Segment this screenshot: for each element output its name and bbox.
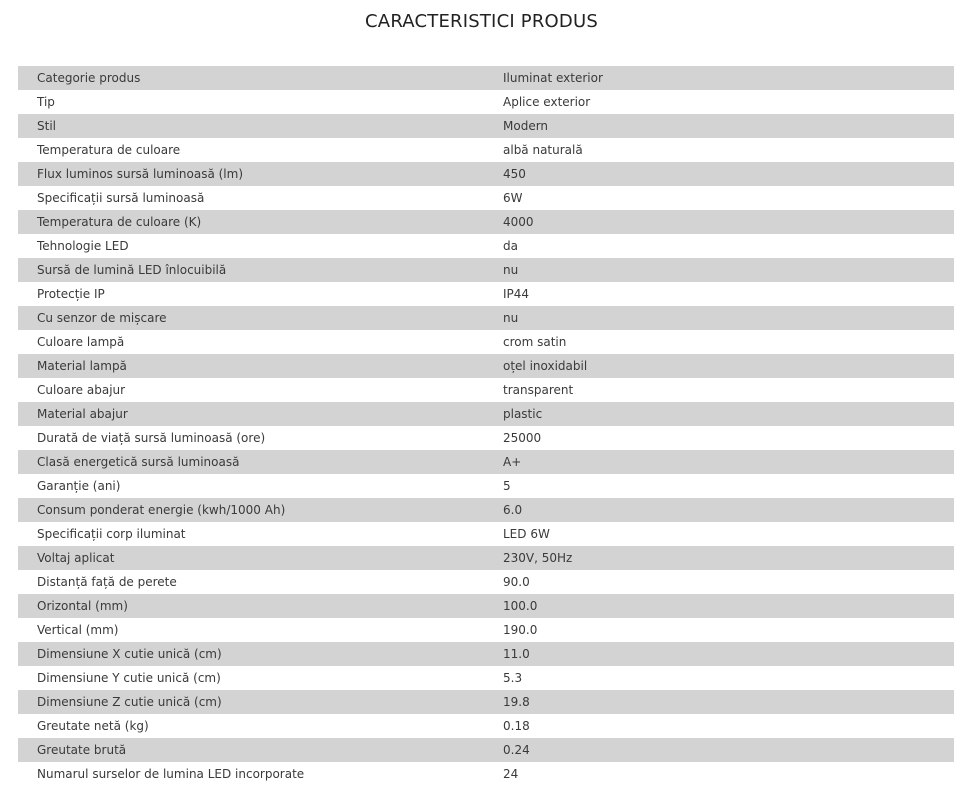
spec-name-cell: Protecție IP (18, 282, 503, 306)
table-row (18, 402, 954, 426)
table-row (18, 546, 954, 570)
spec-value-cell: 25000 (503, 426, 954, 450)
spec-value-cell: plastic (503, 402, 954, 426)
spec-name-cell: Greutate netă (kg) (18, 714, 503, 738)
spec-value-cell: 450 (503, 162, 954, 186)
spec-value-cell: 190.0 (503, 618, 954, 642)
spec-value-cell: 230V, 50Hz (503, 546, 954, 570)
spec-name-cell: Culoare lampă (18, 330, 503, 354)
spec-value-cell: oțel inoxidabil (503, 354, 954, 378)
spec-value-cell: LED 6W (503, 522, 954, 546)
spec-name-cell: Durată de viață sursă luminoasă (ore) (18, 426, 503, 450)
spec-value-cell: 6.0 (503, 498, 954, 522)
spec-value-cell: 24 (503, 762, 954, 786)
spec-value-cell: 19.8 (503, 690, 954, 714)
spec-name-cell: Flux luminos sursă luminoasă (lm) (18, 162, 503, 186)
table-row (18, 474, 954, 498)
table-row (18, 378, 954, 402)
spec-value-cell: 6W (503, 186, 954, 210)
spec-name-cell: Distanță față de perete (18, 570, 503, 594)
table-row (18, 666, 954, 690)
table-row (18, 186, 954, 210)
specifications-table (18, 66, 954, 786)
spec-name-cell: Tehnologie LED (18, 234, 503, 258)
spec-name-cell: Stil (18, 114, 503, 138)
table-row (18, 714, 954, 738)
spec-value-cell: crom satin (503, 330, 954, 354)
table-row (18, 522, 954, 546)
spec-value-cell: Iluminat exterior (503, 66, 954, 90)
spec-value-cell: transparent (503, 378, 954, 402)
spec-name-cell: Clasă energetică sursă luminoasă (18, 450, 503, 474)
spec-name-cell: Material lampă (18, 354, 503, 378)
table-row (18, 282, 954, 306)
spec-value-cell: 5.3 (503, 666, 954, 690)
spec-name-cell: Consum ponderat energie (kwh/1000 Ah) (18, 498, 503, 522)
spec-name-cell: Specificații sursă luminoasă (18, 186, 503, 210)
spec-name-cell: Dimensiune Z cutie unică (cm) (18, 690, 503, 714)
table-row (18, 66, 954, 90)
spec-name-cell: Numarul surselor de lumina LED incorporate (18, 762, 503, 786)
table-row (18, 570, 954, 594)
spec-name-cell: Tip (18, 90, 503, 114)
spec-name-cell: Culoare abajur (18, 378, 503, 402)
table-row (18, 306, 954, 330)
table-row (18, 330, 954, 354)
spec-name-cell: Categorie produs (18, 66, 503, 90)
table-row (18, 234, 954, 258)
spec-name-cell: Vertical (mm) (18, 618, 503, 642)
spec-name-cell: Orizontal (mm) (18, 594, 503, 618)
table-row (18, 642, 954, 666)
table-row (18, 738, 954, 762)
table-row (18, 498, 954, 522)
table-row (18, 258, 954, 282)
spec-name-cell: Cu senzor de mișcare (18, 306, 503, 330)
spec-value-cell: 90.0 (503, 570, 954, 594)
table-row (18, 210, 954, 234)
specifications-table-body (18, 66, 954, 786)
spec-name-cell: Temperatura de culoare (K) (18, 210, 503, 234)
spec-value-cell: 4000 (503, 210, 954, 234)
spec-value-cell: 0.24 (503, 738, 954, 762)
spec-value-cell: A+ (503, 450, 954, 474)
spec-value-cell: da (503, 234, 954, 258)
table-row (18, 90, 954, 114)
table-row (18, 450, 954, 474)
spec-value-cell: 5 (503, 474, 954, 498)
table-row (18, 426, 954, 450)
spec-value-cell: 0.18 (503, 714, 954, 738)
table-row (18, 162, 954, 186)
table-row (18, 690, 954, 714)
spec-name-cell: Voltaj aplicat (18, 546, 503, 570)
spec-name-cell: Dimensiune Y cutie unică (cm) (18, 666, 503, 690)
table-row (18, 138, 954, 162)
spec-value-cell: nu (503, 306, 954, 330)
spec-value-cell: IP44 (503, 282, 954, 306)
spec-name-cell: Material abajur (18, 402, 503, 426)
spec-value-cell: 100.0 (503, 594, 954, 618)
spec-name-cell: Garanție (ani) (18, 474, 503, 498)
spec-value-cell: 11.0 (503, 642, 954, 666)
table-row (18, 354, 954, 378)
table-row (18, 618, 954, 642)
spec-name-cell: Sursă de lumină LED înlocuibilă (18, 258, 503, 282)
spec-name-cell: Temperatura de culoare (18, 138, 503, 162)
spec-name-cell: Greutate brută (18, 738, 503, 762)
table-row (18, 762, 954, 786)
spec-value-cell: Aplice exterior (503, 90, 954, 114)
spec-value-cell: Modern (503, 114, 954, 138)
page-title: CARACTERISTICI PRODUS (365, 11, 598, 32)
spec-value-cell: albă naturală (503, 138, 954, 162)
spec-name-cell: Specificații corp iluminat (18, 522, 503, 546)
table-row (18, 594, 954, 618)
table-row (18, 114, 954, 138)
spec-value-cell: nu (503, 258, 954, 282)
spec-name-cell: Dimensiune X cutie unică (cm) (18, 642, 503, 666)
